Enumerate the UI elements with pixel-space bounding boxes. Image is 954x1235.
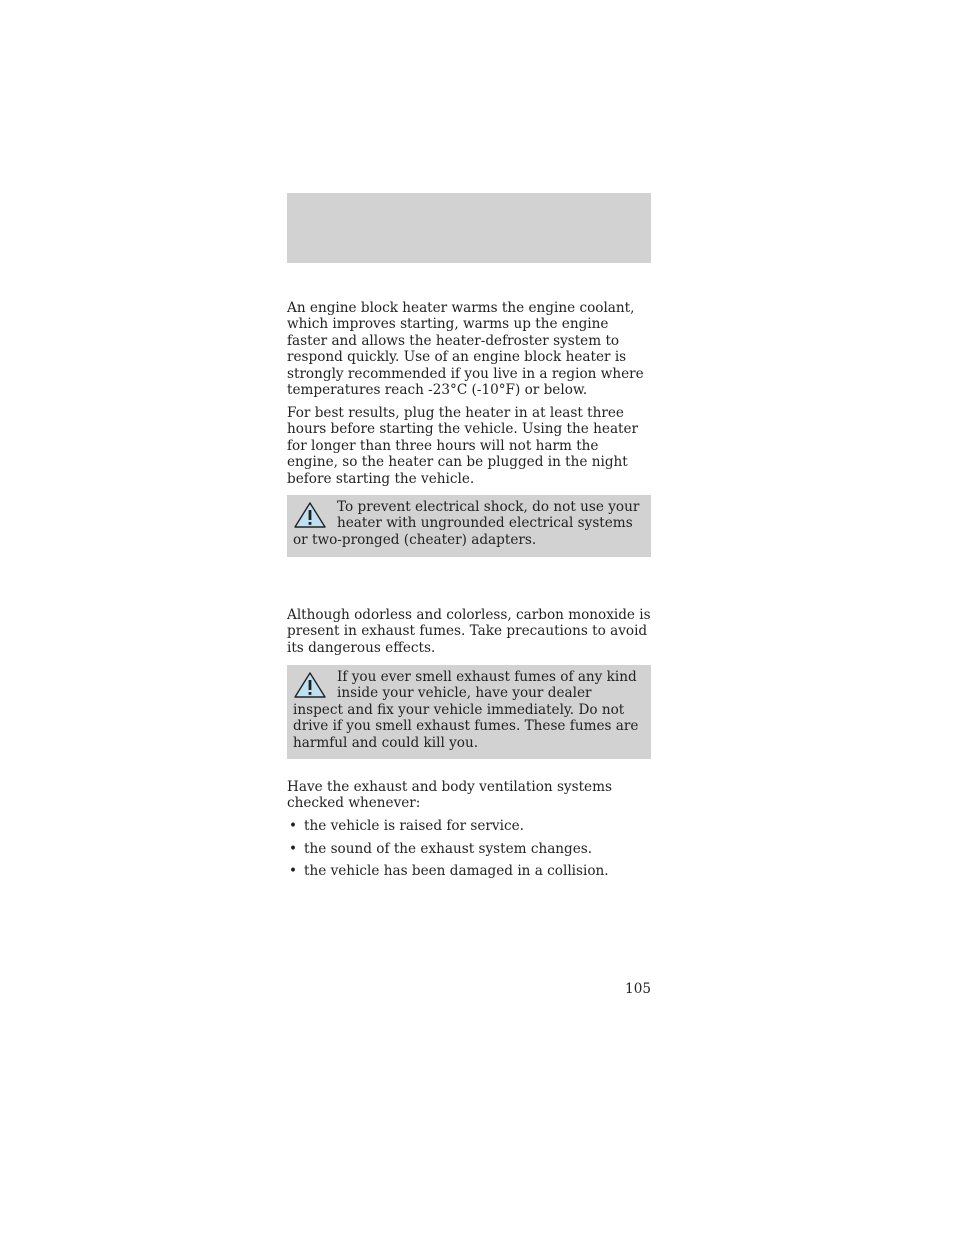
exhaust-paragraph-2: Have the exhaust and body ventilation systems checked whenever: xyxy=(287,779,612,812)
section-header-bar xyxy=(287,193,651,263)
list-item-text: the vehicle is raised for service. xyxy=(304,818,524,834)
list-item xyxy=(287,818,651,841)
ventilation-check-intro xyxy=(287,779,651,812)
exhaust-fumes-warning-text: If you ever smell exhaust fumes of any kind inside your vehicle, have your dealer inspect and fix your vehicle immediately. Do not drive if you smell exhaust fumes. These fumes are harmful and could kill you. xyxy=(293,669,639,751)
list-item xyxy=(287,841,651,864)
list-item-text: the vehicle has been damaged in a collision. xyxy=(304,863,609,879)
electrical-shock-warning-text: To prevent electrical shock, do not use your heater with ungrounded electrical systems or two-pronged (cheater) adapters. xyxy=(293,499,640,548)
block-heater-usage xyxy=(287,405,651,487)
block-heater-paragraph-1: An engine block heater warms the engine coolant, which improves starting, warms up the engine faster and allows the heater-defroster system to respond quickly. Use of an engine block heater is strongly recommended if you live in a region where temperatures reach -23°C (-10°F) or below. xyxy=(287,300,644,399)
bullet-icon: • xyxy=(289,863,298,879)
ventilation-check-list xyxy=(287,818,651,886)
page-number: 105 xyxy=(625,981,651,997)
exhaust-fumes-warning xyxy=(287,665,651,759)
bullet-icon: • xyxy=(289,818,298,834)
electrical-shock-warning xyxy=(287,495,651,557)
warning-triangle-icon xyxy=(293,501,331,531)
block-heater-paragraph-2: For best results, plug the heater in at least three hours before starting the vehicle. Using the heater for longer than three hours will not harm the engine, so the heater can be plugged in the night before starting the vehicle. xyxy=(287,405,639,487)
exhaust-paragraph-1: Although odorless and colorless, carbon monoxide is present in exhaust fumes. Take precautions to avoid its dangerous effects. xyxy=(287,607,651,656)
list-item xyxy=(287,863,651,886)
list-item-text: the sound of the exhaust system changes. xyxy=(304,840,593,857)
block-heater-intro xyxy=(287,300,651,398)
carbon-monoxide-intro xyxy=(287,607,651,656)
warning-triangle-icon xyxy=(293,671,331,701)
bullet-icon: • xyxy=(289,840,298,857)
